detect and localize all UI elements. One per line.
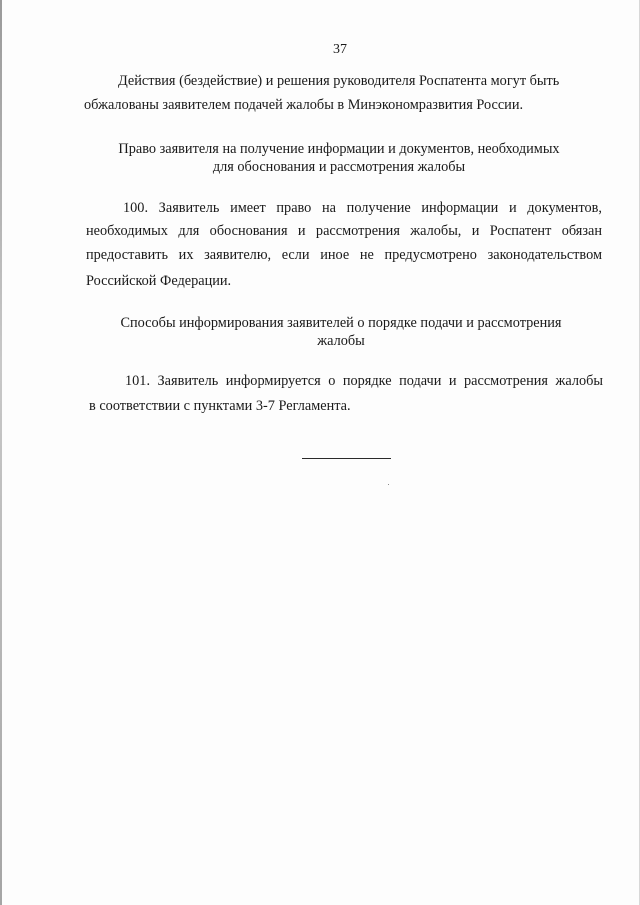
paragraph-101-line-1: 101. Заявитель информируется о порядке подачи и рассмотрения жалобы <box>125 373 603 389</box>
paragraph-100-line-4: Российской Федерации. <box>86 273 232 289</box>
paragraph-100-line-2: необходимых для обоснования и рассмотрения жалобы, и Роспатент обязан <box>86 223 602 239</box>
scan-speck <box>388 484 389 485</box>
appeal-paragraph-line-1: Действия (бездействие) и решения руководителя Роспатента могут быть <box>118 73 560 89</box>
paragraph-101-line-2: в соответствии с пунктами 3-7 Регламента. <box>89 398 351 414</box>
section-heading-rights-line-1: Право заявителя на получение информации и документов, необходимых <box>118 141 560 157</box>
section-heading-methods-line-1: Способы информирования заявителей о порядке подачи и рассмотрения <box>120 315 562 331</box>
paragraph-100-line-1: 100. Заявитель имеет право на получение информации и документов, <box>123 200 602 216</box>
scan-left-edge <box>0 0 2 905</box>
appeal-paragraph-line-2: обжалованы заявителем подачей жалобы в Минэкономразвития России. <box>84 97 524 113</box>
section-heading-methods-line-2: жалобы <box>317 333 365 349</box>
page-number: 37 <box>333 42 347 57</box>
section-heading-rights-line-2: для обоснования и рассмотрения жалобы <box>212 159 466 175</box>
end-separator-line <box>302 458 391 459</box>
paragraph-100-line-3: предоставить их заявителю, если иное не предусмотрено законодательством <box>86 247 602 263</box>
